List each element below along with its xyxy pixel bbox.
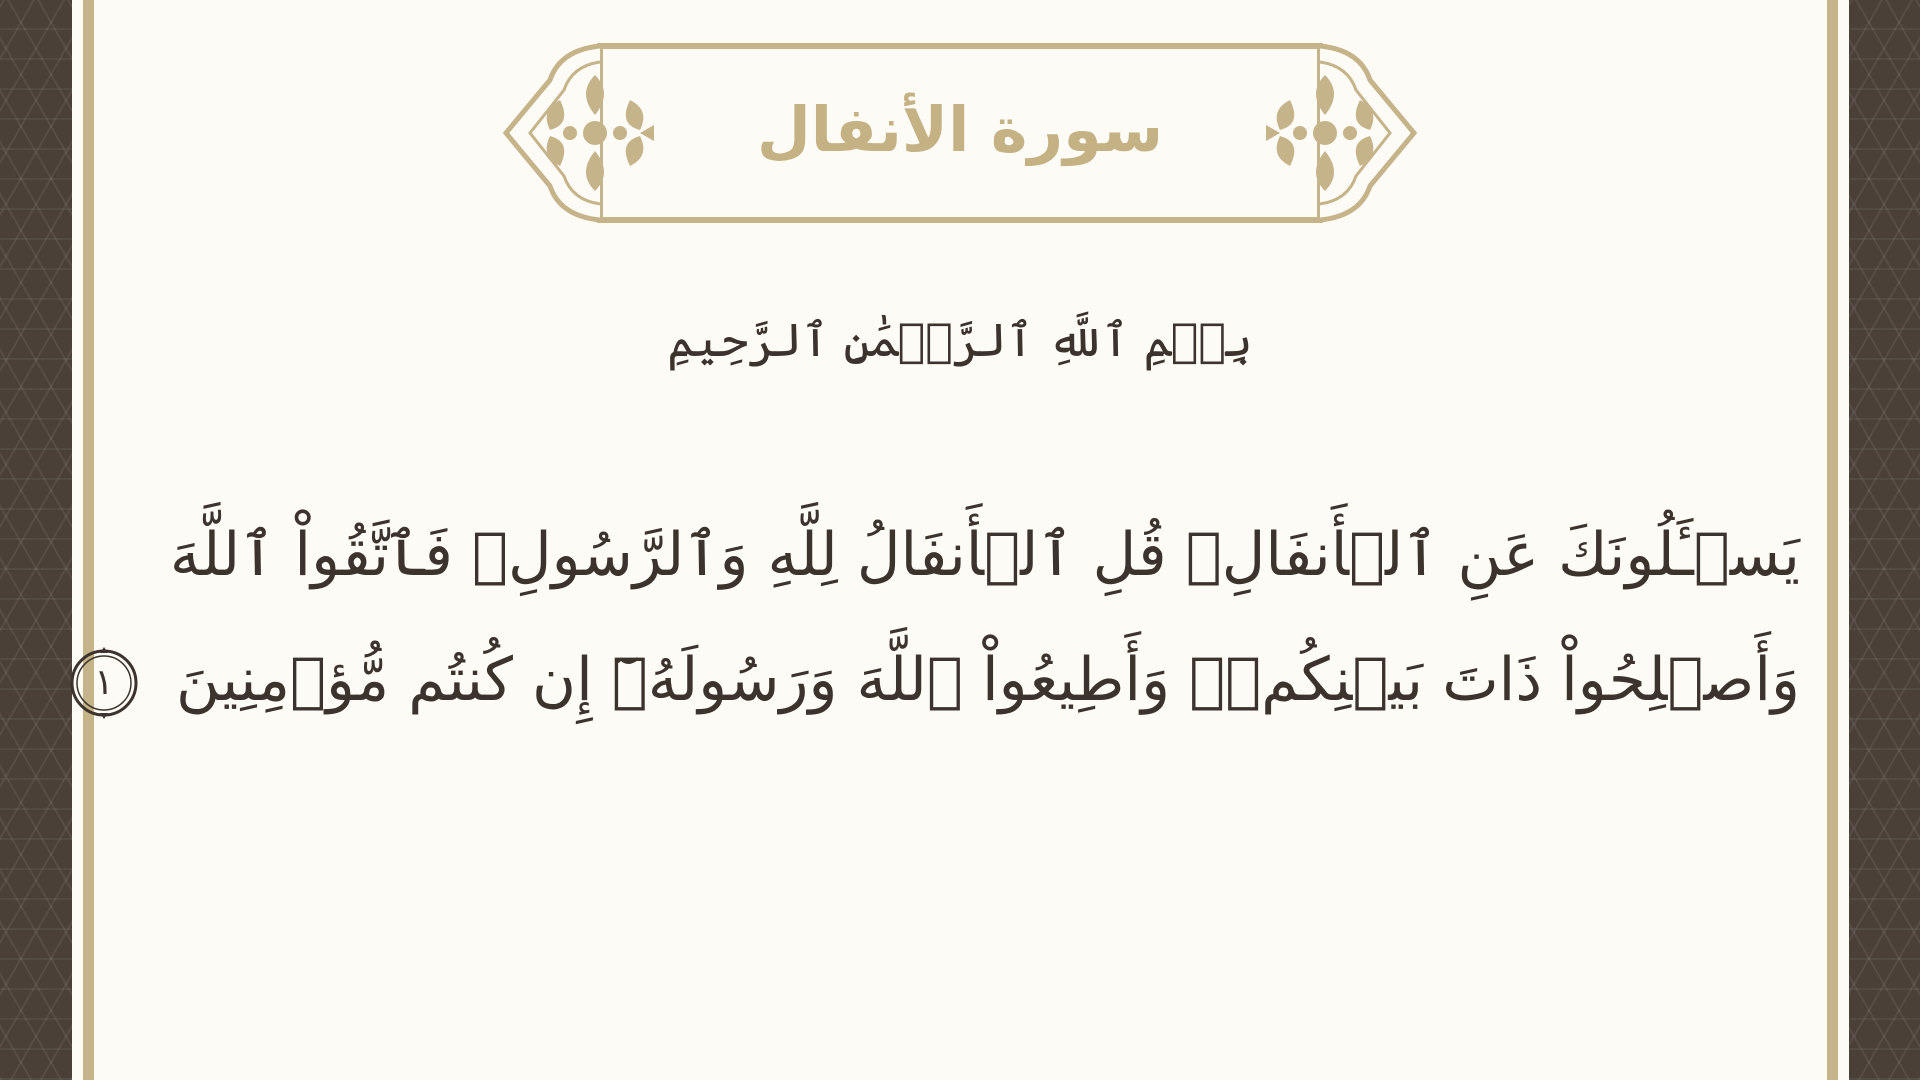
verse-line-1: يَسۡـَٔلُونَكَ عَنِ ٱلۡأَنفَالِۖ قُلِ ٱلۡأَنفَالُ لِلَّهِ وَٱلرَّسُولِۖ فَٱتَّقُواْ ٱللَّهَ <box>169 520 1800 590</box>
surah-title: سورة الأنفال <box>756 93 1164 166</box>
left-border-gap <box>72 0 83 1080</box>
verse-line-2-text: وَأَصۡلِحُواْ ذَاتَ بَيۡنِكُمۡۖ وَأَطِيعُواْ ٱللَّهَ وَرَسُولَهُۥٓ إِن كُنتُم مُّؤۡمِنِينَ <box>175 645 1800 715</box>
right-ornamental-border <box>1848 0 1920 1080</box>
surah-title-banner <box>500 40 1420 226</box>
verse-line-2 <box>94 645 1800 720</box>
left-gold-rule <box>83 0 94 1080</box>
right-gold-rule <box>1827 0 1838 1080</box>
ayah-number: ١ <box>94 662 114 704</box>
basmala-calligraphy: بِسۡمِ ٱللَّهِ ٱلرَّحۡمَٰنِ ٱلرَّحِيمِ <box>667 313 1253 367</box>
ayah-end-marker <box>67 646 141 720</box>
left-ornamental-border <box>0 0 72 1080</box>
right-border-gap <box>1838 0 1849 1080</box>
